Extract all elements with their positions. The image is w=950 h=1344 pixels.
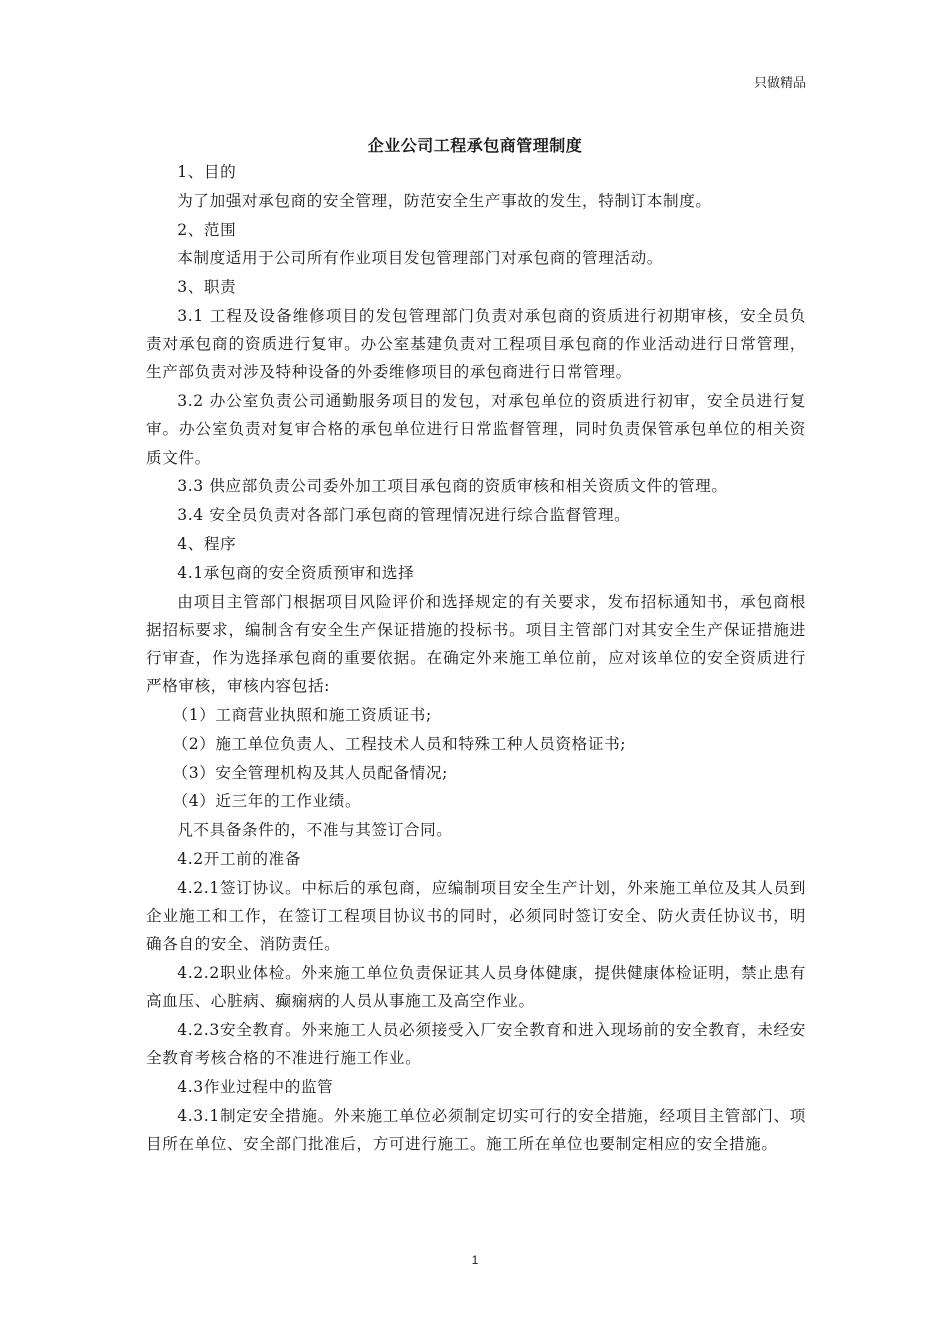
paragraph: 4.2开工前的准备: [177, 849, 301, 868]
paragraph: 3.4 安全员负责对各部门承包商的管理情况进行综合监督管理。: [177, 506, 631, 525]
paragraph: 凡不具备条件的，不准与其签订合同。: [177, 821, 453, 840]
list-item: （1）工商营业执照和施工资质证书;: [172, 705, 432, 724]
paragraph: 本制度适用于公司所有作业项目发包管理部门对承包商的管理活动。: [177, 249, 664, 268]
paragraph: 4.3作业过程中的监管: [177, 1077, 334, 1096]
paragraph: 3.1 工程及设备维修项目的发包管理部门负责对承包商的资质进行初期审核，安全员负责对承包商的资质进行复审。办公室基建负责对工程项目承包商的作业活动进行日常管理，生产部负责对涉及特种设备的外委维修项目的承包商进行日常管理。: [146, 306, 806, 382]
list-item: （4）近三年的工作业绩。: [172, 792, 362, 811]
list-item: （2）施工单位负责人、工程技术人员和特殊工种人员资格证书;: [172, 734, 627, 753]
paragraph: 由项目主管部门根据项目风险评价和选择规定的有关要求，发布招标通知书，承包商根据招标要求，编制含有安全生产保证措施的投标书。项目主管部门对其安全生产保证措施进行审查，作为选择承包商的重要依据。在确定外来施工单位前，应对该单位的安全资质进行严格审核，审核内容包括:: [146, 592, 806, 696]
document-body: [146, 158, 806, 1159]
paragraph: 3.2 办公室负责公司通勤服务项目的发包，对承包单位的资质进行初审，安全员进行复审。办公室负责对复审合格的承包单位进行日常监督管理，同时负责保管承包单位的相关资质文件。: [146, 392, 806, 467]
paragraph: 2、范围: [177, 220, 237, 239]
document-title: 企业公司工程承包商管理制度: [367, 136, 583, 155]
header-note: 只做精品: [753, 76, 806, 91]
list-item: （3）安全管理机构及其人员配备情况;: [172, 763, 448, 782]
paragraph: 4.3.1制定安全措施。外来施工单位必须制定切实可行的安全措施，经项目主管部门、项目所在单位、安全部门批准后，方可进行施工。施工所在单位也要制定相应的安全措施。: [146, 1106, 806, 1153]
paragraph: 为了加强对承包商的安全管理，防范安全生产事故的发生，特制订本制度。: [177, 191, 712, 210]
paragraph: 4.1承包商的安全资质预审和选择: [177, 563, 415, 582]
paragraph: 1、目的: [177, 163, 237, 181]
paragraph: 4、程序: [177, 534, 237, 553]
paragraph: 4.2.3安全教育。外来施工人员必须接受入厂安全教育和进入现场前的安全教育，未经安全教育考核合格的不准进行施工作业。: [146, 1020, 806, 1068]
paragraph: 4.2.1签订协议。中标后的承包商，应编制项目安全生产计划，外来施工单位及其人员到企业施工和工作，在签订工程项目协议书的同时，必须同时签订安全、防火责任协议书，明确各自的安全、消防责任。: [146, 878, 806, 954]
paragraph: 4.2.2职业体检。外来施工单位负责保证其人员身体健康，提供健康体检证明，禁止患有高血压、心脏病、癫痫病的人员从事施工及高空作业。: [146, 963, 806, 1011]
paragraph: 3、职责: [177, 278, 237, 297]
paragraph: 3.3 供应部负责公司委外加工项目承包商的资质审核和相关资质文件的管理。: [177, 477, 728, 496]
page-number: 1: [471, 1253, 479, 1267]
